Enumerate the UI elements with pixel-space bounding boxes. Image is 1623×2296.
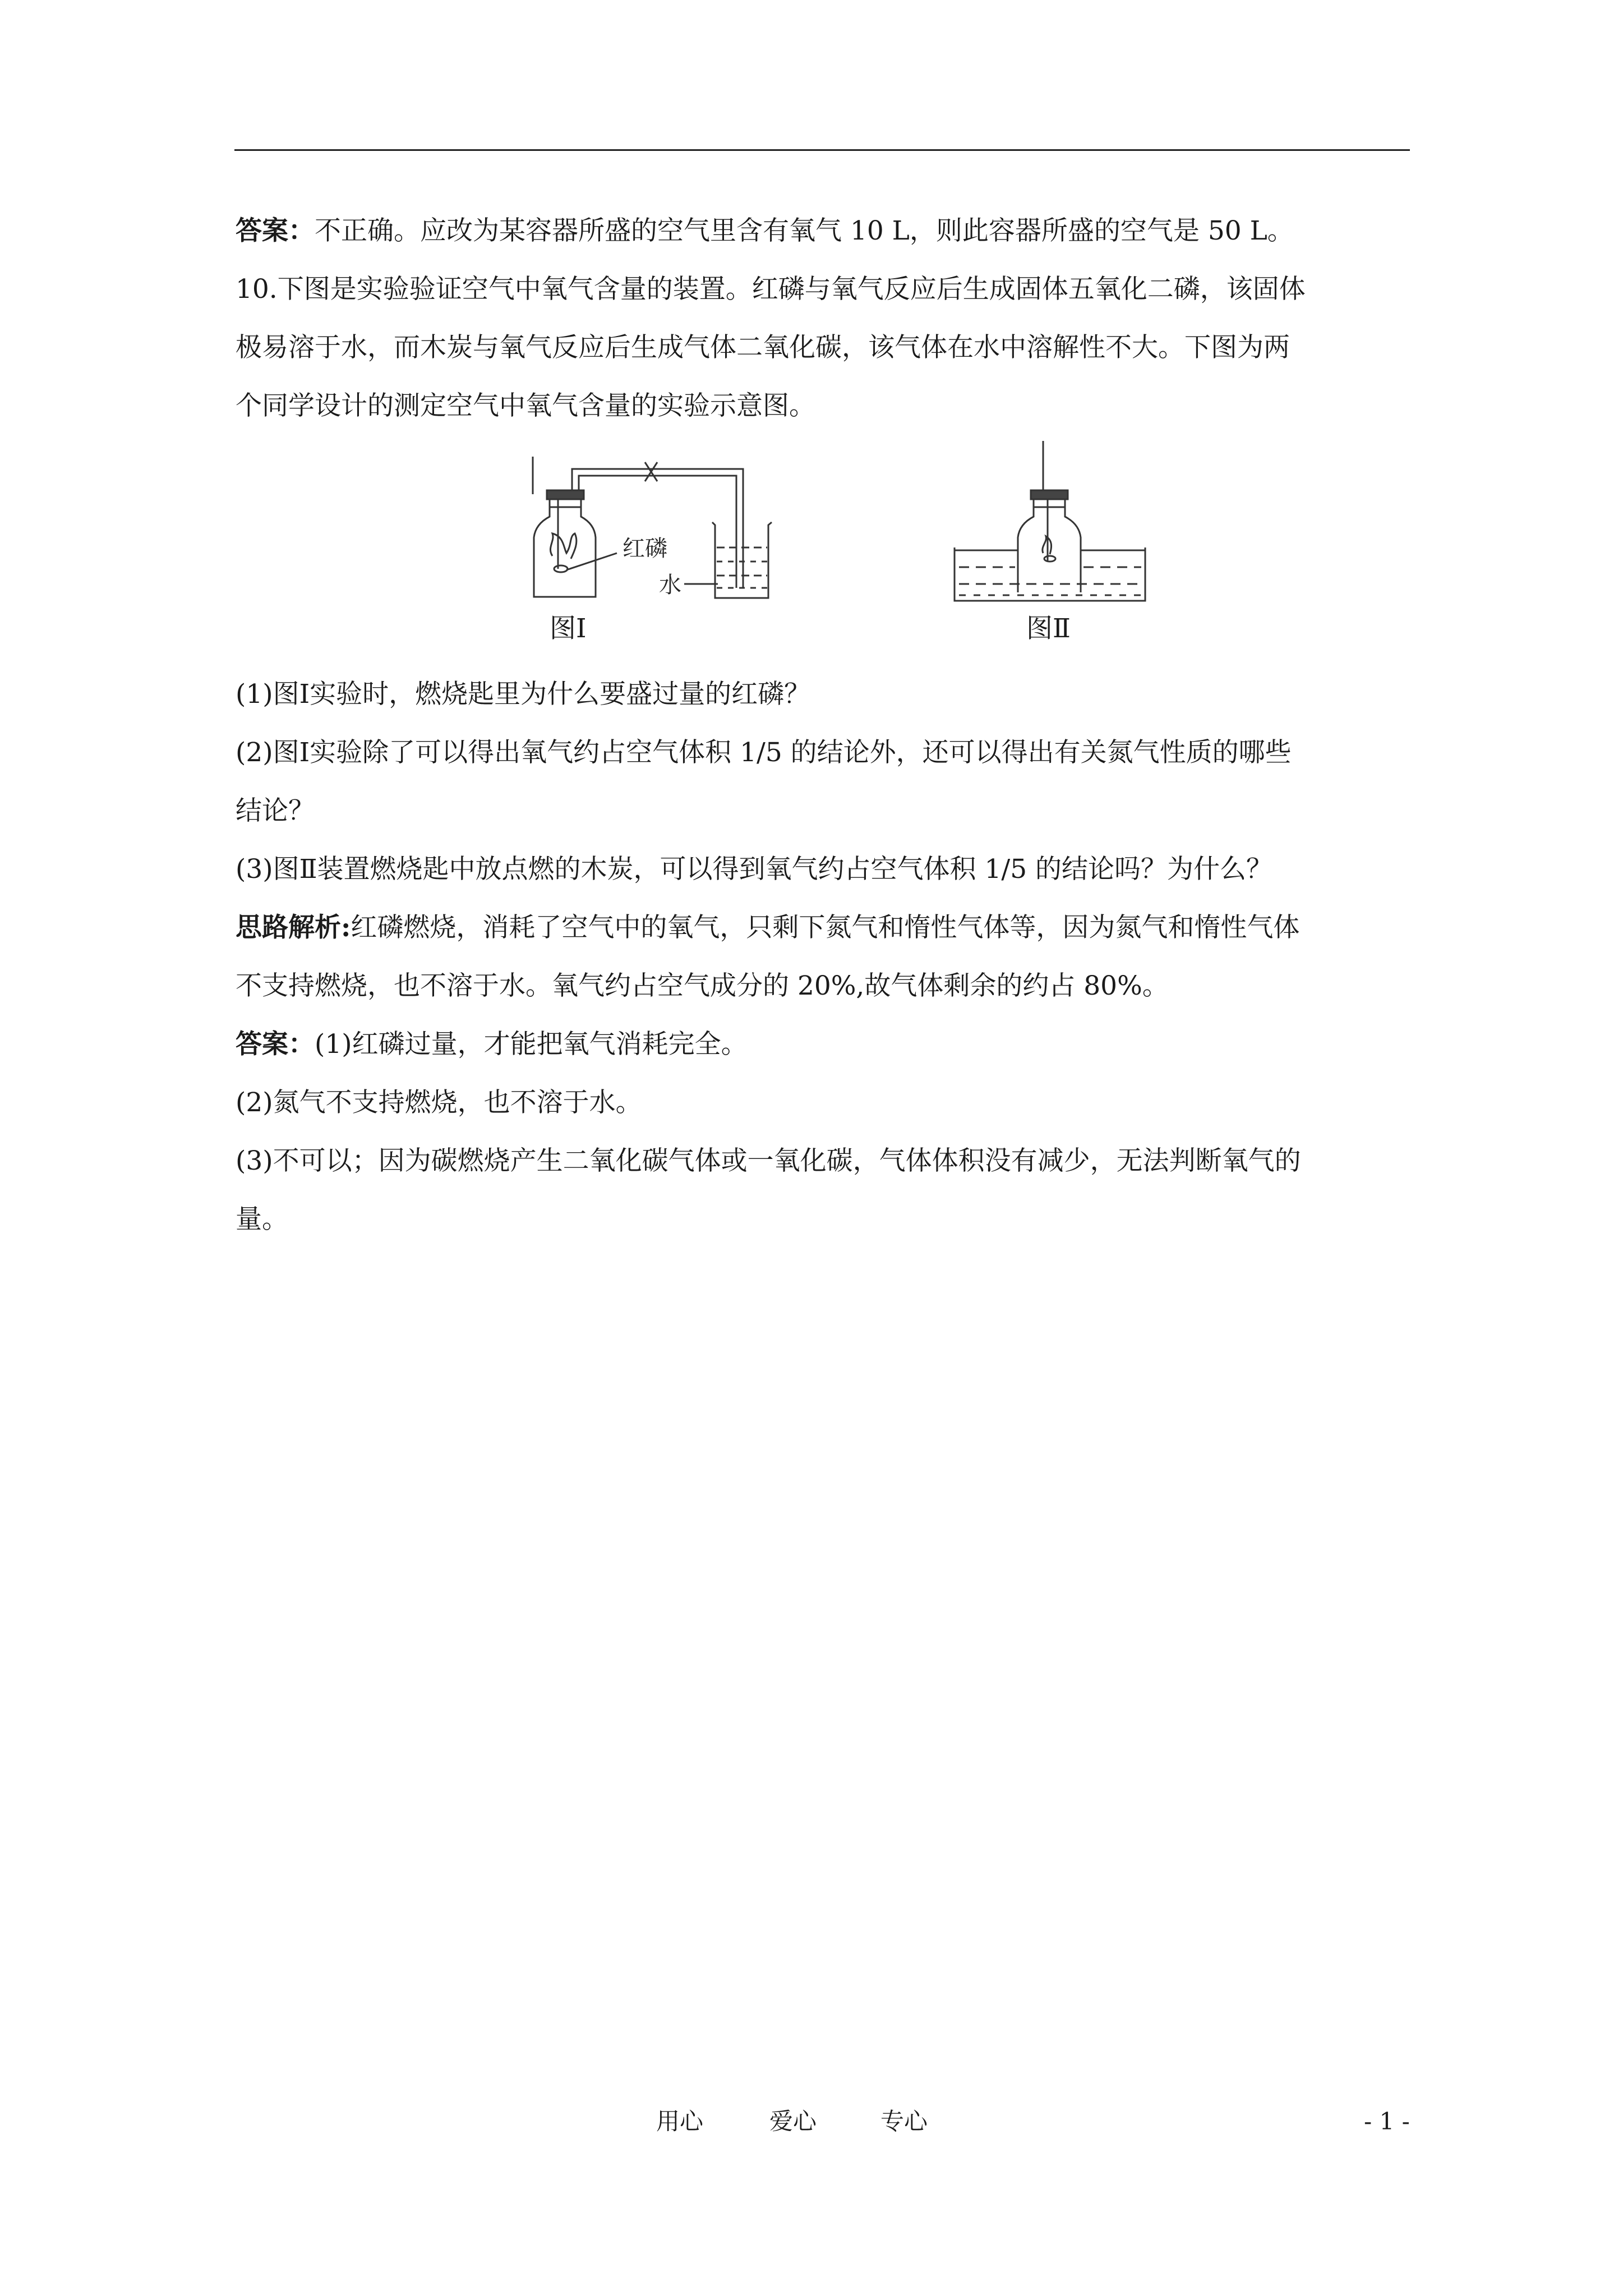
answer-line-9 xyxy=(236,202,1409,260)
analysis-text: 不支持燃烧，也不溶于水。氧气约占空气成分的 20%,故气体剩余的约占 80%。 xyxy=(236,970,1169,1001)
label-water: 水 xyxy=(659,572,681,598)
answer-text: (3)不可以；因为碳燃烧产生二氧化碳气体或一氧化碳，气体体积没有减少，无法判断氧气的 xyxy=(236,1145,1301,1176)
figure-1-caption: 图Ⅰ xyxy=(550,613,587,644)
answer-line-4 xyxy=(236,1190,1409,1249)
footer-slogan-3: 专心 xyxy=(880,2108,928,2135)
footer-slogan-2: 爱心 xyxy=(769,2108,817,2135)
question-10-line-3 xyxy=(236,377,1409,435)
answer-label: 答案： xyxy=(236,215,315,246)
document-body xyxy=(236,202,1409,1249)
question-text: 10.下图是实验验证空气中氧气含量的装置。红磷与氧气反应后生成固体五氧化二磷，该固体 xyxy=(236,274,1306,305)
question-text: 个同学设计的测定空气中氧气含量的实验示意图。 xyxy=(236,390,815,421)
answer-line-1 xyxy=(236,1015,1409,1074)
analysis-line-2 xyxy=(236,957,1409,1015)
analysis-label: 思路解析: xyxy=(236,912,351,943)
footer-slogan-1: 用心 xyxy=(656,2108,704,2135)
figure-2-caption: 图Ⅱ xyxy=(1026,613,1071,644)
subquestion-1 xyxy=(236,665,1409,724)
question-text: (2)图Ⅰ实验除了可以得出氧气约占空气体积 1/5 的结论外，还可以得出有关氮气性质的哪些 xyxy=(236,737,1292,768)
page-number: - 1 - xyxy=(1364,2108,1410,2135)
label-red-phosphorus: 红磷 xyxy=(623,536,667,562)
analysis-text: 红磷燃烧，消耗了空气中的氧气，只剩下氮气和惰性气体等，因为氮气和惰性气体 xyxy=(351,912,1300,943)
question-text: (3)图Ⅱ装置燃烧匙中放点燃的木炭，可以得到氧气约占空气体积 1/5 的结论吗？为什么？ xyxy=(236,854,1273,885)
question-text: 结论？ xyxy=(236,795,315,826)
apparatus-diagram xyxy=(236,441,1409,626)
answer-line-3 xyxy=(236,1132,1409,1190)
answer-text: (1)红磷过量，才能把氧气消耗完全。 xyxy=(315,1029,748,1060)
subquestion-2-line-2 xyxy=(236,782,1409,840)
answer-text: 不正确。应改为某容器所盛的空气里含有氧气 10 L，则此容器所盛的空气是 50 L。 xyxy=(315,215,1294,246)
experiment-figures xyxy=(236,441,1409,665)
analysis-line-1 xyxy=(236,899,1409,957)
question-10-line-1 xyxy=(236,260,1409,319)
answer-label: 答案： xyxy=(236,1029,315,1060)
header-rule xyxy=(234,149,1410,151)
question-text: (1)图Ⅰ实验时，燃烧匙里为什么要盛过量的红磷？ xyxy=(236,679,811,710)
fig1-bottle xyxy=(533,457,743,597)
fig1-beaker xyxy=(712,522,772,598)
fig2-apparatus xyxy=(955,441,1145,601)
answer-text: (2)氮气不支持燃烧，也不溶于水。 xyxy=(236,1087,642,1118)
subquestion-3 xyxy=(236,840,1409,899)
question-text: 极易溶于水，而木炭与氧气反应后生成气体二氧化碳，该气体在水中溶解性不大。下图为两 xyxy=(236,332,1290,363)
answer-text: 量。 xyxy=(236,1204,288,1235)
answer-line-2 xyxy=(236,1074,1409,1132)
question-10-line-2 xyxy=(236,319,1409,377)
subquestion-2-line-1 xyxy=(236,724,1409,782)
